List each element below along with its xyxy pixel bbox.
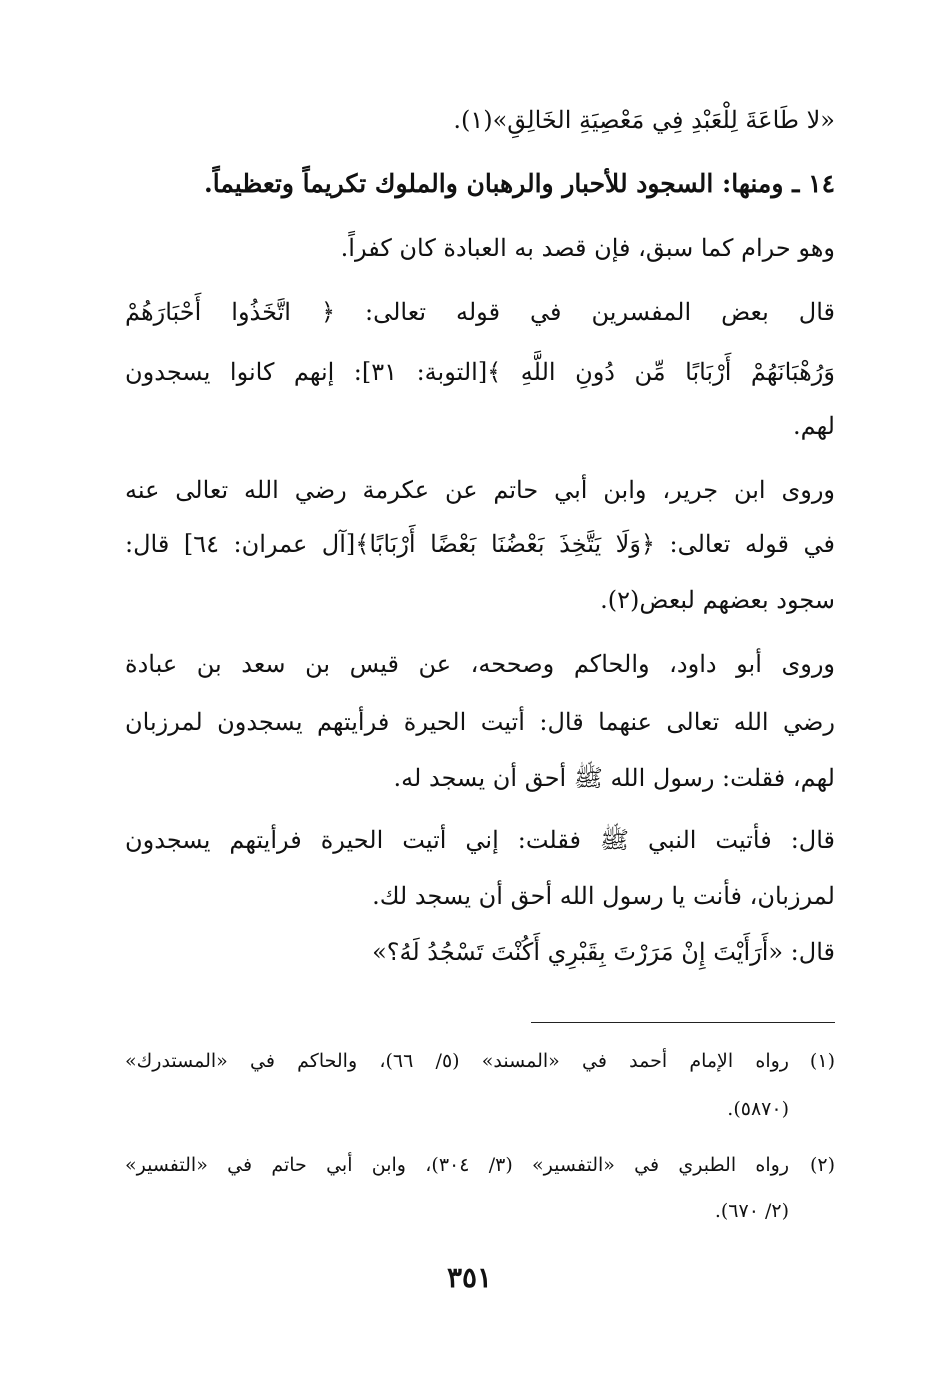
body-line: وهو حرام كما سبق، فإن قصد به العبادة كان كفراً.	[340, 234, 835, 262]
footnote-number: (١)	[809, 1050, 835, 1072]
footnote-separator	[531, 1022, 835, 1023]
body-line: قال بعض المفسرين في قوله تعالى: ﴿ اتَّخَذُوا أَحْبَارَهُمْ	[125, 298, 835, 326]
body-line: لهم.	[793, 412, 835, 440]
footnote-1-continuation: (٥٨٧٠).	[727, 1098, 789, 1120]
body-line: وروى ابن جرير، وابن أبي حاتم عن عكرمة رضي الله تعالى عنه	[125, 476, 835, 504]
footnote-number: (٢)	[809, 1154, 835, 1176]
body-line: وروى أبو داود، والحاكم وصححه، عن قيس بن سعد بن عبادة	[125, 650, 835, 678]
footnote-2-continuation: (٢/ ٦٧٠).	[714, 1200, 789, 1222]
body-line: قال: «أَرَأَيْتَ إِنْ مَرَرْتَ بِقَبْرِي أَكُنْتَ تَسْجُدُ لَهُ؟»	[372, 938, 835, 966]
body-line: وَرُهْبَانَهُمْ أَرْبَابًا مِّن دُونِ اللَّهِ ﴾[التوبة: ٣١]: إنهم كانوا يسجدون	[125, 358, 835, 386]
page-number: ٣٥١	[446, 1261, 493, 1294]
section-heading-14: ١٤ ـ ومنها: السجود للأحبار والرهبان والملوك تكريماً وتعظيماً.	[204, 169, 835, 198]
footnote-2	[125, 1150, 835, 1180]
footnote-text: رواه الإمام أحمد في «المسند» (٥/ ٦٦)، والحاكم في «المستدرك»	[125, 1050, 789, 1072]
body-line: سجود بعضهم لبعض(٢).	[600, 586, 835, 614]
footnote-1	[125, 1046, 835, 1076]
body-line: في قوله تعالى: ﴿وَلَا يَتَّخِذَ بَعْضُنَا بَعْضًا أَرْبَابًا﴾[آل عمران: ٦٤] قال:	[125, 530, 835, 558]
body-line: رضي الله تعالى عنهما قال: أتيت الحيرة فرأيتهم يسجدون لمرزبان	[125, 708, 835, 736]
hadith-quote-line: «لا طَاعَةَ لِلْعَبْدِ فِي مَعْصِيَةِ الخَالِقِ»(١).	[453, 106, 835, 134]
footnote-text: رواه الطبري في «التفسير» (٣/ ٣٠٤)، وابن أبي حاتم في «التفسير»	[125, 1154, 789, 1176]
body-line: لهم، فقلت: رسول الله ﷺ أحق أن يسجد له.	[393, 764, 835, 792]
body-line: قال: فأتيت النبي ﷺ فقلت: إني أتيت الحيرة فرأيتهم يسجدون	[125, 826, 835, 854]
body-line: لمرزبان، فأنت يا رسول الله أحق أن يسجد لك.	[372, 882, 835, 910]
